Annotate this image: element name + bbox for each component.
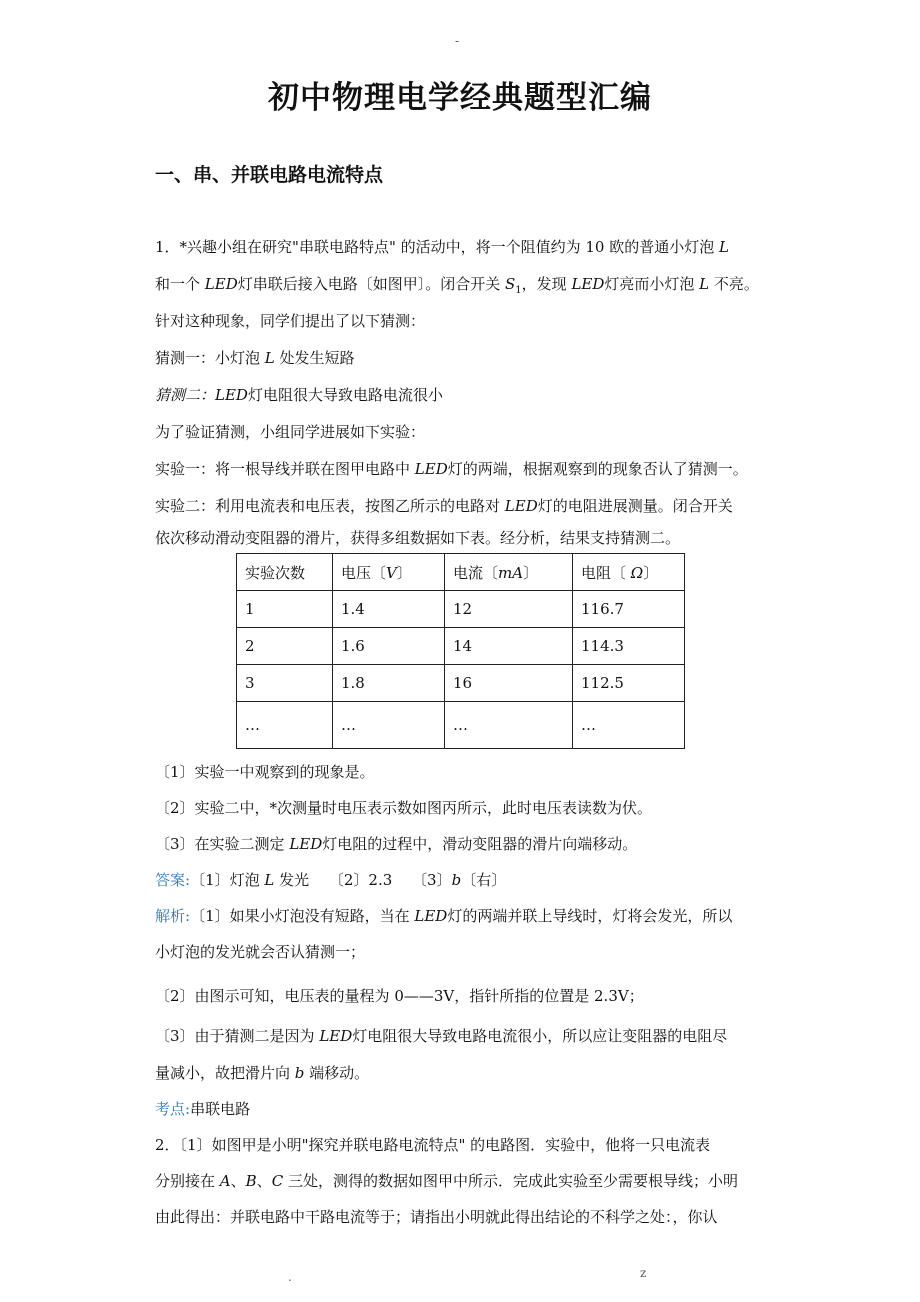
q2-line-1: 2．〔1〕如图甲是小明"探究并联电路电流特点" 的电路图．实验中，他将一只电流表 [155, 1136, 711, 1154]
table-cell: … [237, 702, 333, 749]
q1-part-1: 〔1〕实验一中观察到的现象是。 [155, 763, 375, 781]
table-cell: 1.4 [333, 591, 445, 628]
table-cell: … [573, 702, 685, 749]
q1-experiment-2: 实验二：利用电流表和电压表，按图乙所示的电路对 LED灯的电阻进展测量。闭合开关 [155, 497, 733, 515]
analysis-label: 解析: [155, 907, 191, 925]
table-cell: 12 [445, 591, 573, 628]
q1-line-1: 1．*兴趣小组在研究"串联电路特点" 的活动中，将一个阻值约为 10 欧的普通小灯泡 L [155, 238, 729, 256]
q1-part-3: 〔3〕在实验二测定 LED灯电阻的过程中，滑动变阻器的滑片向端移动。 [155, 835, 638, 853]
q1-line-9: 依次移动滑动变阻器的滑片，获得多组数据如下表。经分析，结果支持猜测二。 [155, 529, 681, 547]
q1-guess-1: 猜测一：小灯泡 L 处发生短路 [155, 349, 355, 367]
q1-analysis-3: 〔2〕由图示可知，电压表的量程为 0——3V，指针所指的位置是 2.3V； [155, 987, 644, 1005]
q1-part-2: 〔2〕实验二中，*次测量时电压表示数如图丙所示，此时电压表读数为伏。 [155, 799, 653, 817]
table-cell: 16 [445, 665, 573, 702]
table-cell: … [333, 702, 445, 749]
q1-line-2: 和一个 LED灯串联后接入电路〔如图甲〕。闭合开关 $S_1$，发现 LED灯亮而小灯泡 L 不亮。 [155, 275, 759, 296]
table-header-cell: 电压〔V〕 [333, 554, 445, 591]
q1-guess-2: 猜测二：LED灯电阻很大导致电路电流很小 [155, 386, 443, 404]
page-footer-right: z [640, 1266, 647, 1280]
section-heading: 一、串、并联电路电流特点 [155, 164, 384, 186]
table-cell: 116.7 [573, 591, 685, 628]
table-row [237, 628, 685, 665]
table-cell: 14 [445, 628, 573, 665]
q2-line-3: 由此得出：并联电路中干路电流等于；请指出小明就此得出结论的不科学之处：，你认 [155, 1208, 718, 1226]
q1-analysis-2: 小灯泡的发光就会否认猜测一； [155, 943, 366, 961]
table-cell: 114.3 [573, 628, 685, 665]
data-table [236, 553, 685, 749]
table-cell: 112.5 [573, 665, 685, 702]
table-cell: 1.6 [333, 628, 445, 665]
page-header-mark: - [455, 34, 460, 48]
document-title: 初中物理电学经典题型汇编 [268, 80, 652, 116]
q1-answer: 答案:〔1〕灯泡 L 发光 〔2〕2.3 〔3〕b〔右〕 [155, 871, 507, 889]
table-row [237, 702, 685, 749]
topic-label: 考点: [155, 1100, 191, 1118]
q1-line-3: 针对这种现象，同学们提出了以下猜测： [155, 312, 426, 330]
table-cell: … [445, 702, 573, 749]
q1-analysis-4: 〔3〕由于猜测二是因为 LED灯电阻很大导致电路电流很小，所以应让变阻器的电阻尽 [155, 1027, 728, 1045]
table-cell: 1 [237, 591, 333, 628]
table-header-cell: 实验次数 [237, 554, 333, 591]
q1-experiment-1: 实验一：将一根导线并联在图甲电路中 LED灯的两端，根据观察到的现象否认了猜测一。 [155, 460, 748, 478]
page-footer-left: . [288, 1270, 292, 1284]
q1-line-6: 为了验证猜测，小组同学进展如下实验： [155, 423, 426, 441]
answer-label: 答案: [155, 871, 191, 889]
table-header-row [237, 554, 685, 591]
q1-analysis-5: 量减小，故把滑片向 b 端移动。 [155, 1064, 370, 1082]
q2-line-2: 分别接在 A、B、C 三处，测得的数据如图甲中所示．完成此实验至少需要根导线；小明 [155, 1172, 738, 1190]
table-cell: 1.8 [333, 665, 445, 702]
table-cell: 3 [237, 665, 333, 702]
q1-analysis: 解析:〔1〕如果小灯泡没有短路，当在 LED灯的两端并联上导线时，灯将会发光，所以 [155, 907, 733, 925]
table-row [237, 665, 685, 702]
table-cell: 2 [237, 628, 333, 665]
q1-topic: 考点:串联电路 [155, 1100, 251, 1118]
table-row [237, 591, 685, 628]
table-header-cell: 电阻〔 Ω〕 [573, 554, 685, 591]
table-header-cell: 电流〔mA〕 [445, 554, 573, 591]
